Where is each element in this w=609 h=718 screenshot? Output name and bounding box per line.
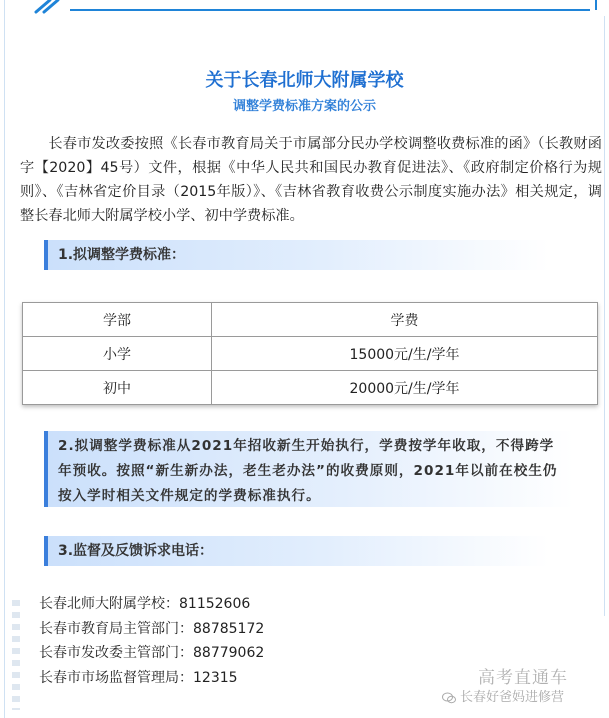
table-cell: 15000元/生/学年 <box>212 337 598 371</box>
top-rule <box>70 9 590 11</box>
intro-paragraph: 长春市发改委按照《长春市教育局关于市属部分民办学校调整收费标准的函》（长教财函字【2020】45号）文件，根据《中华人民共和国民办教育促进法》、《政府制定价格行为规则》、《吉林省定价目录（2015年版）》、《吉林省教育收费公示制度实施办法》相关规定，调整长春北师大附属学校小学、初中学费标准。 <box>20 136 602 224</box>
contact-phone: 88785172 <box>193 620 265 637</box>
page-title: 关于长春北师大附属学校 <box>205 70 404 91</box>
contact-phone: 88779062 <box>193 645 265 661</box>
contact-item <box>39 592 264 617</box>
fees-table <box>22 302 598 405</box>
section-implementation-text: 2.拟调整学费标准从2021年招收新生开始执行，学费按学年收取，不得跨学年预收。按照“新生新办法，老生老办法”的收费原则，2021年以前在校生仍按入学时相关文件规定的学费标准执行。 <box>44 431 574 507</box>
decorative-dots <box>12 600 20 710</box>
pen-icon <box>32 0 62 14</box>
section-heading-contacts: 3.监督及反馈诉求电话： <box>44 536 549 566</box>
section-heading-fees: 1.拟调整学费标准： <box>44 240 549 270</box>
table-header-cell: 学部 <box>23 303 212 337</box>
contact-phone: 81152606 <box>179 596 251 612</box>
page-subtitle: 调整学费标准方案的公示 <box>232 99 376 114</box>
contact-label: 长春北师大附属学校： <box>39 596 179 612</box>
contact-label: 长春市发改委主管部门： <box>39 645 193 661</box>
table-row <box>23 371 598 405</box>
table-cell: 20000元/生/学年 <box>212 371 598 405</box>
watermark-account <box>442 686 564 705</box>
watermark-title: 高考直通车 <box>478 668 568 688</box>
contact-list <box>39 592 264 690</box>
table-header-cell: 学费 <box>212 303 598 337</box>
contact-item <box>39 666 264 691</box>
table-header-row <box>23 303 598 337</box>
table-cell: 初中 <box>23 371 212 405</box>
table-row <box>23 337 598 371</box>
table-cell: 小学 <box>23 337 212 371</box>
contact-item <box>39 617 264 642</box>
contact-item <box>39 641 264 666</box>
top-decoration <box>0 0 609 16</box>
contact-phone: 12315 <box>193 669 238 686</box>
contact-label: 长春市教育局主管部门： <box>39 620 193 637</box>
watermark-account-name: 长春好爸妈进修营 <box>460 690 565 705</box>
top-corner <box>595 0 597 10</box>
contact-label: 长春市市场监督管理局： <box>39 669 193 686</box>
wechat-icon <box>442 692 456 704</box>
